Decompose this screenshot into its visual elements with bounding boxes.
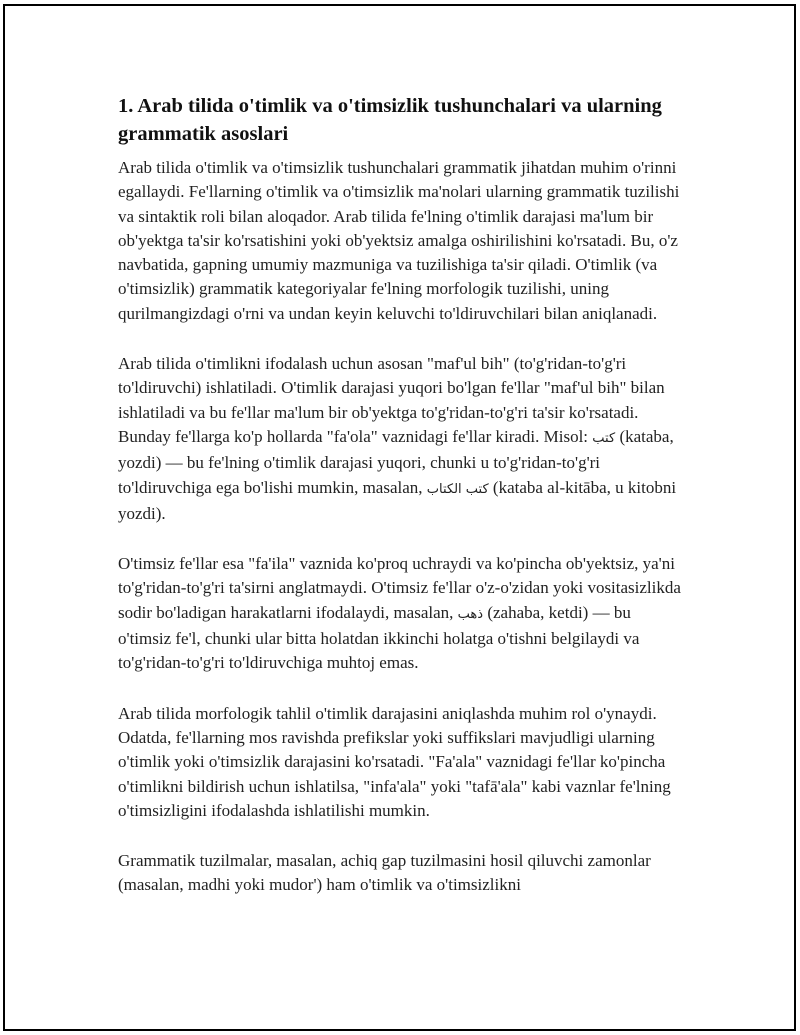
arabic-word-zahaba: ذهب	[457, 606, 484, 622]
paragraph-2-text-1: Arab tilida o'timlikni ifodalash uchun asosan "maf'ul bih" (to'g'ridan-to'g'ri to'ldiruvchi) ishlatiladi. O'timlik darajasi yuqori bo'lgan fe'llar "maf'ul bih" bilan ishlatiladi va bu fe'llar ma'lum bir ob'yektga to'g'ridan-to'g'ri ta'sir ko'rsatadi. Bunday fe'llarga ko'p hollarda "fa'ola" vaznidagi fe'llar kiradi. Misol:	[118, 354, 665, 446]
paragraph-3-text-1: O'timsiz fe'llar esa "fa'ila" vaznida ko'proq uchraydi va ko'pincha ob'yektsiz, ya'ni to'g'ridan-to'g'ri ta'sirni anglatmaydi. O'timsiz fe'llar o'z-o'zidan yoki vositasizlikda sodir bo'ladigan harakatlarni ifodalaydi, masalan,	[118, 554, 681, 622]
paragraph-3-text-2: (zahaba, ketdi) — bu o'timsiz fe'l, chunki ular bitta holatdan ikkinchi holatga o'tishni belgilaydi va to'g'ridan-to'g'ri to'ldiruvchiga muhtoj emas.	[118, 602, 640, 673]
paragraph-5	[118, 849, 688, 898]
arabic-word-kataba: كتب	[592, 430, 616, 446]
paragraph-4	[118, 702, 688, 823]
arabic-phrase-kataba-al-kitaba: كتب الكتاب	[426, 481, 489, 497]
paragraph-5-text: Grammatik tuzilmalar, masalan, achiq gap tuzilmasini hosil qiluvchi zamonlar (masalan, madhi yoki mudor') ham o'timlik va o'timsizlikni	[118, 851, 651, 895]
paragraph-1	[118, 156, 688, 326]
document-content	[118, 92, 688, 924]
section-heading: 1. Arab tilida o'timlik va o'timsizlik tushunchalari va ularning grammatik asoslari	[118, 95, 662, 145]
paragraph-2-text-2: (kataba, yozdi) — bu fe'lning o'timlik darajasi yuqori, chunki u to'g'ridan-to'g'ri to'ldiruvchiga ega bo'lishi mumkin, masalan,	[118, 426, 674, 497]
paragraph-2	[118, 352, 688, 526]
paragraph-4-text: Arab tilida morfologik tahlil o'timlik darajasini aniqlashda muhim rol o'ynaydi. Odatda, fe'llarning mos ravishda prefikslar yoki suffikslari mavjudligi ularning o'timlik yoki o'timsizlik darajasini ko'rsatadi. "Fa'ala" vaznidagi fe'llar ko'pincha o'timlikni bildirish uchun ishlatilsa, "infa'ala" yoki "tafā'ala" kabi vaznlar fe'lning o'timsizligini ifodalashda ishlatilishi mumkin.	[118, 703, 671, 820]
paragraph-1-text: Arab tilida o'timlik va o'timsizlik tushunchalari grammatik jihatdan muhim o'rinni egallaydi. Fe'llarning o'timlik va o'timsizlik ma'nolari ularning grammatik tuzilishi va sintaktik roli bilan aloqador. Arab tilida fe'lning o'timlik darajasi ma'lum bir ob'yektga ta'sir ko'rsatishini yoki ob'yektsiz amalga oshirilishini ko'rsatadi. Bu, o'z navbatida, gapning umumiy mazmuniga va tuzilishiga ta'sir qiladi. O'timlik (va o'timsizlik) grammatik kategoriyalar fe'lning morfologik tuzilishi, uning qurilmangizdagi o'rni va undan keyin keluvchi to'ldiruvchilari bilan aniqlanadi.	[118, 158, 680, 323]
paragraph-2-text-3: (kataba al-kitāba, u kitobni yozdi).	[118, 477, 677, 523]
paragraph-3	[118, 552, 688, 675]
